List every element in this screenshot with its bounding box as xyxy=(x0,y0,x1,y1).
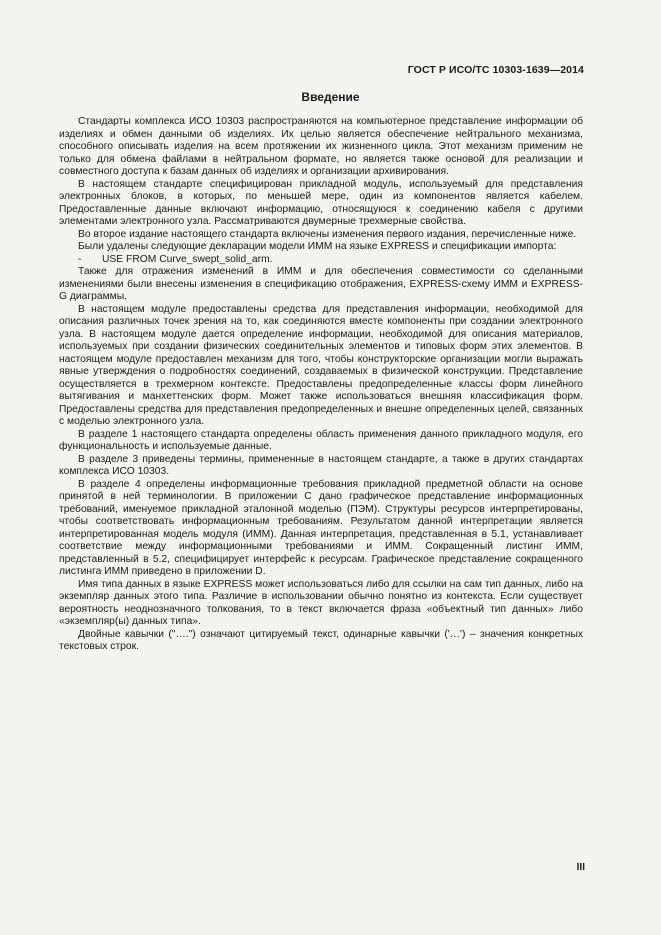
paragraph-5: Также для отражения изменений в ИММ и для обеспечения совместимости со сделанными изменениями были внесены изменения в спецификацию отображения, EXPRESS-схему ИММ и EXPRESS-G диаграммы. xyxy=(59,266,583,302)
paragraph-11: Двойные кавычки ("….") означают цитируемый текст, одинарные кавычки ('…') – значения конкретных текстовых строк. xyxy=(59,628,583,652)
page-number: III xyxy=(576,862,585,873)
paragraph-2: В настоящем стандарте специфицирован прикладной модуль, используемый для представления электронных блоков, в которых, по меньшей мере, один из компонентов является кабелем. Предоставленные данные включают информацию, относящуюся к соединению кабеля с другими элементами электронного узла. Рассматриваются двумерные трехмерные свойства. xyxy=(59,178,583,227)
paragraph-1: Стандарты комплекса ИСО 10303 распространяются на компьютерное представление информации об изделиях и обмен данными об изделиях. Их целью является обеспечение нейтрального механизма, способного описывать изделия на всем протяжении их жизненного цикла. Этот механизм применим не только для обмена файлами в нейтральном формате, но является также основой для реализации и совместного доступа к базам данных об изделиях и организации архивирования. xyxy=(59,116,583,177)
paragraph-6: В настоящем модуле предоставлены средства для представления информации, необходимой для описания различных точек зрения на то, как соединяются вместе компоненты при создании электронного узла. В настоящем модуле дается определение информации, необходимой для описания материалов, используемых при создании физических соединительных элементов и типовых форм этих элементов. В настоящем модуле предоставлен механизм для того, чтобы конструкторские организации могли выражать явные утверждения о подробностях соединений, создаваемых в физической конструкции. Представление осуществляется в трехмерном контексте. Предоставлены предопределенные классы форм линейного вытягивания и манхеттенских форм. Может также использоваться внешняя классификация форм. Предоставлены средства для представления предопределенных и внешне определенных целей, связанных с моделью электронного узла. xyxy=(59,303,583,427)
paragraph-4: Были удалены следующие декларации модели ИММ на языке EXPRESS и спецификации импорта: xyxy=(78,241,557,252)
list-item-text: USE FROM Curve_swept_solid_arm. xyxy=(102,253,273,265)
paragraph-9: В разделе 4 определены информационные требования прикладной предметной области на основе принятой в ней терминологии. В приложении С дано графическое представление информационных требований, именуемое прикладной эталонной моделью (ПЭМ). Структуры ресурсов интерпретированы, чтобы соответствовать информационным требованиям. Результатом данной интерпретации является интерпретированная модель модуля (ИММ). Данная интерпретация, представленная в 5.1, устанавливает соответствие между информационными требованиями и ИММ. Сокращенный листинг ИММ, представленный в 5.2, специфицирует интерфейс к ресурсам. Графическое представление сокращенного листинга ИММ приведено в приложении D. xyxy=(59,478,583,577)
list-dash: - xyxy=(78,253,82,265)
document-header: ГОСТ Р ИСО/ТС 10303-1639—2014 xyxy=(407,64,584,76)
paragraph-7: В разделе 1 настоящего стандарта определены область применения данного прикладного модуля, его функциональность и используемые данные. xyxy=(59,428,583,452)
section-title: Введение xyxy=(301,90,360,104)
section-body xyxy=(59,116,583,654)
paragraph-8: В разделе 3 приведены термины, примененные в настоящем стандарте, а также в других стандартах комплекса ИСО 10303. xyxy=(59,453,583,477)
list-item xyxy=(59,254,583,267)
paragraph-10: Имя типа данных в языке EXPRESS может использоваться либо для ссылки на сам тип данных, либо на экземпляр данных этого типа. Различие в использовании обычно понятно из контекста. Если существует вероятность неоднозначного толкования, то в текст включается фраза «объектный тип данных» либо «экземпляр(ы) данных типа». xyxy=(59,578,583,627)
paragraph-3: Во второе издание настоящего стандарта включены изменения первого издания, перечисленные ниже. xyxy=(78,228,577,240)
